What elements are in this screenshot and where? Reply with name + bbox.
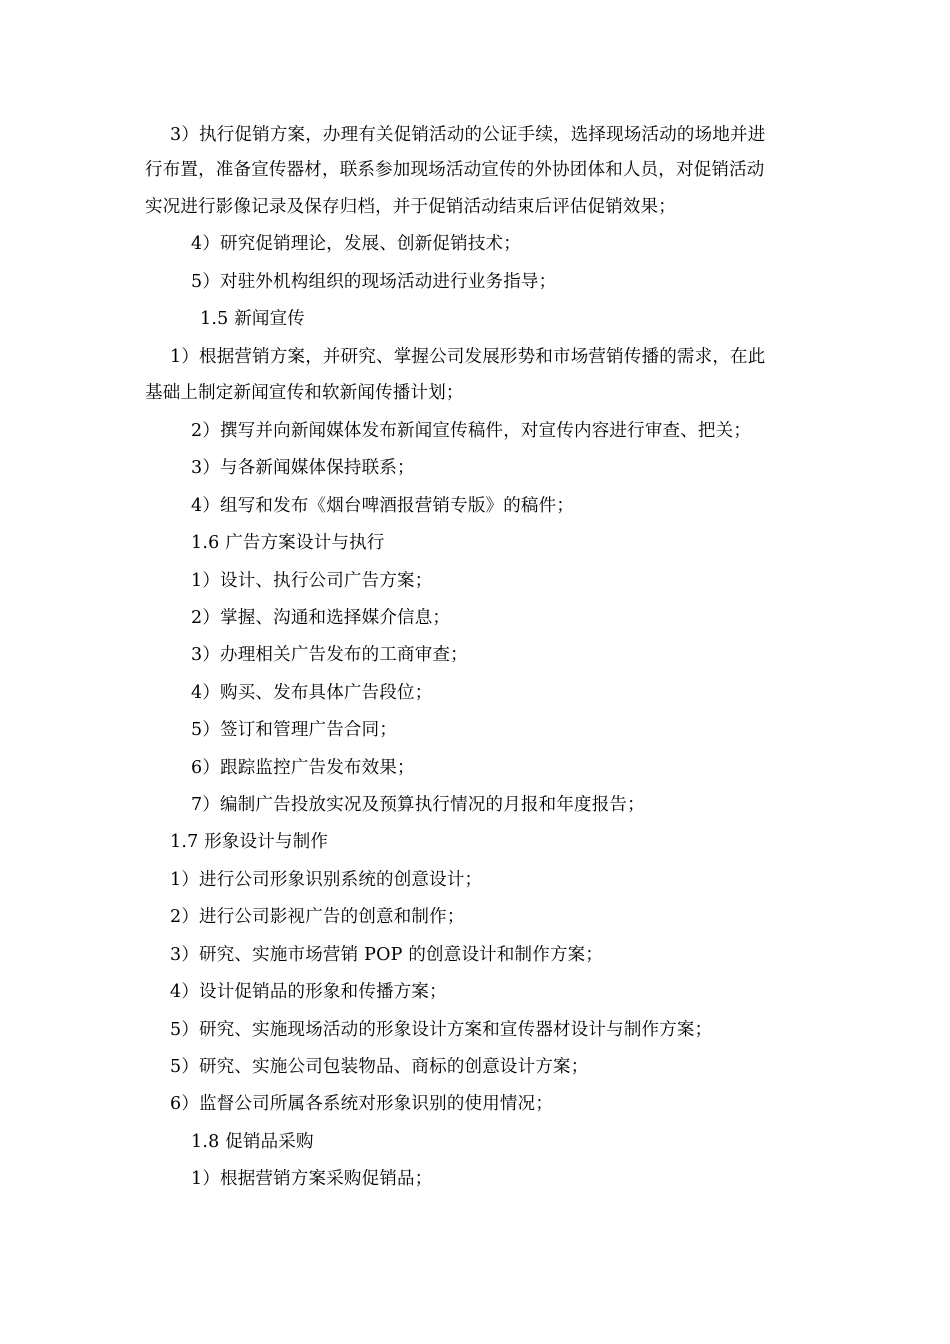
text-line: 6）监督公司所属各系统对形象识别的使用情况；	[170, 1094, 554, 1114]
text-line: 实况进行影像记录及保存归档，并于促销活动结束后评估促销效果；	[145, 197, 676, 217]
text-line: 6）跟踪监控广告发布效果；	[191, 758, 415, 778]
text-line: 2）掌握、沟通和选择媒介信息；	[191, 608, 451, 628]
text-line: 1）根据营销方案，并研究、掌握公司发展形势和市场营销传播的需求，在此	[170, 347, 766, 367]
text-line: 3）执行促销方案，办理有关促销活动的公证手续，选择现场活动的场地并进	[170, 125, 766, 145]
text-line: 1）设计、执行公司广告方案；	[191, 571, 433, 591]
text-line: 2）撰写并向新闻媒体发布新闻宣传稿件，对宣传内容进行审查、把关；	[191, 421, 752, 441]
text-line: 5）对驻外机构组织的现场活动进行业务指导；	[191, 272, 557, 292]
section-heading: 1.7 形象设计与制作	[170, 832, 329, 852]
text-line: 3）办理相关广告发布的工商审查；	[191, 645, 468, 665]
text-line: 2）进行公司影视广告的创意和制作；	[170, 907, 465, 927]
section-heading: 1.8 促销品采购	[191, 1132, 314, 1152]
section-heading: 1.6 广告方案设计与执行	[191, 533, 385, 553]
text-line: 1）进行公司形象识别系统的创意设计；	[170, 870, 483, 890]
text-line: 3）研究、实施市场营销 POP 的创意设计和制作方案；	[170, 945, 604, 965]
text-line: 5）签订和管理广告合同；	[191, 720, 398, 740]
text-line: 4）购买、发布具体广告段位；	[191, 683, 433, 703]
text-line: 4）组写和发布《烟台啤酒报营销专版》的稿件；	[191, 496, 575, 516]
text-line: 4）设计促销品的形象和传播方案；	[170, 982, 447, 1002]
section-heading: 1.5 新闻宣传	[200, 309, 305, 329]
text-line: 4）研究促销理论，发展、创新促销技术；	[191, 234, 521, 254]
text-line: 3）与各新闻媒体保持联系；	[191, 458, 415, 478]
text-line: 基础上制定新闻宣传和软新闻传播计划；	[145, 383, 464, 403]
text-line: 7）编制广告投放实况及预算执行情况的月报和年度报告；	[191, 795, 645, 815]
text-line: 5）研究、实施现场活动的形象设计方案和宣传器材设计与制作方案；	[170, 1020, 713, 1040]
text-line: 5）研究、实施公司包装物品、商标的创意设计方案；	[170, 1057, 589, 1077]
text-line: 行布置，准备宣传器材，联系参加现场活动宣传的外协团体和人员，对促销活动	[145, 160, 765, 180]
text-line: 1）根据营销方案采购促销品；	[191, 1169, 433, 1189]
